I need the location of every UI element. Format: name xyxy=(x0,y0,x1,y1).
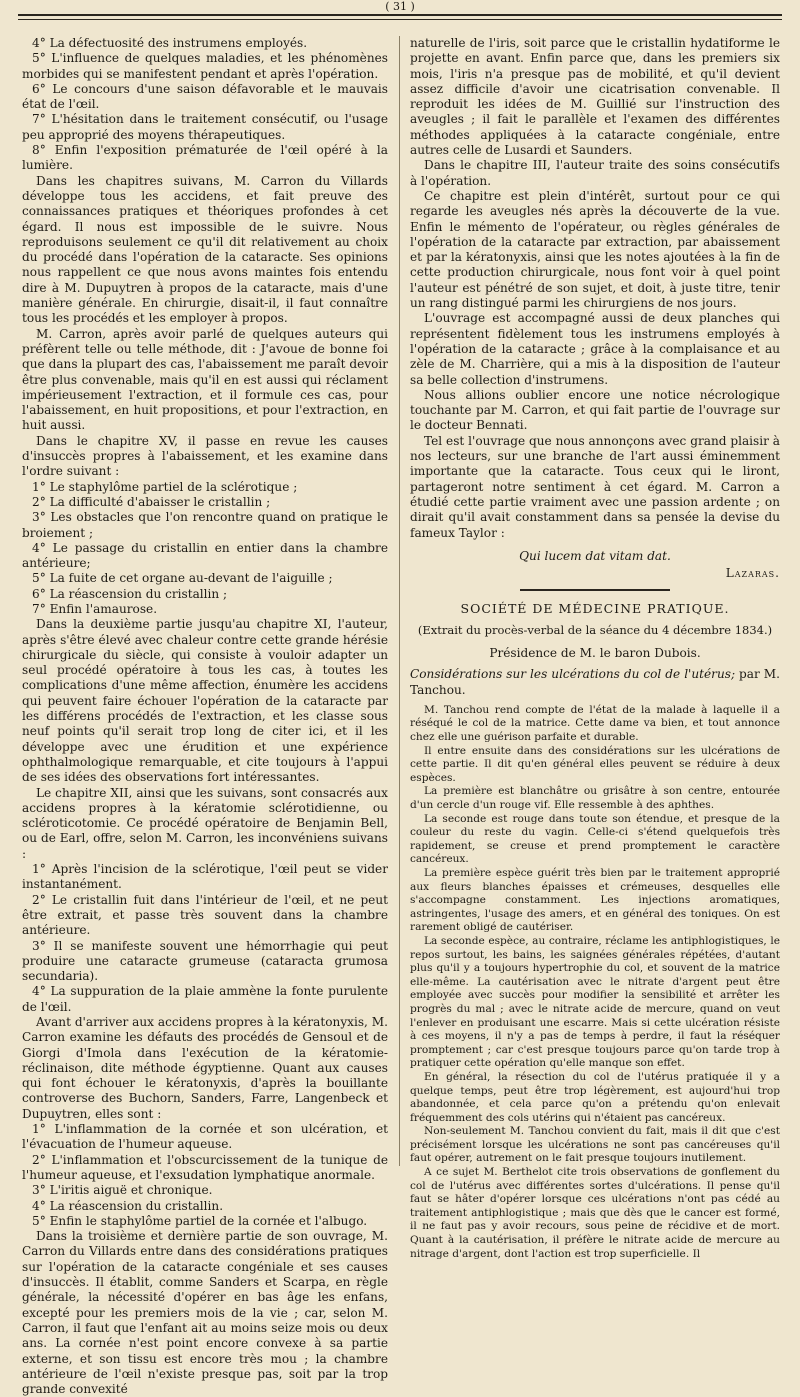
paragraph: 1° Le staphylôme partiel de la sclérotique ; xyxy=(32,479,298,494)
paragraph: 4° La suppuration de la plaie ammène la fonte purulente de l'œil. xyxy=(22,984,388,1014)
society-subheading: (Extrait du procès-verbal de la séance du 4 décembre 1834.) xyxy=(417,622,773,637)
paragraph: 8° Enfin l'exposition prématurée de l'œil opéré à la lumière. xyxy=(22,143,388,173)
paragraph: 5° Enfin le staphylôme partiel de la cornée et l'albugo. xyxy=(32,1213,368,1228)
right-column xyxy=(410,36,780,1261)
minutes-paragraph: La première est blanchâtre ou grisâtre à son centre, entourée d'un cercle d'un rouge vif. Elle ressemble à des aphthes. xyxy=(410,785,780,812)
paragraph: 5° La fuite de cet organe au-devant de l'aiguille ; xyxy=(32,571,333,586)
paragraph: 4° Le passage du cristallin en entier dans la chambre antérieure; xyxy=(22,540,388,571)
paragraph: Dans la troisième et dernière partie de son ouvrage, M. Carron du Villards entre dans des considérations pratiques sur l'opération de la cataracte congéniale et ses causes d'insuccès. Il établit, comme Sanders et Scarpa, en règle générale, la nécessité d'opérer en bas âge les enfans, excepté pour les premiers mois de la vie ; car, selon M. Carron, il faut que l'enfant ait au moins seize mois ou deux ans. La cornée n'est point encore convexe à sa partie externe, et son tissu est encore très mou ; la chambre antérieure de l'œil n'existe presque pas, soit par la trop grande convexité xyxy=(22,1229,388,1397)
paragraph: 2° La difficulté d'abaisser le cristallin ; xyxy=(32,494,271,509)
paragraph: Tel est l'ouvrage que nous annonçons avec grand plaisir à nos lecteurs, sur une branche de l'art aussi éminemment importante que la cataracte. Tous ceux qui le liront, partageront notre sentiment à cet égard. M. Carron a étudié cette partie vraiment avec une passion ardente ; on dirait qu'il avait constamment dans sa pensée la devise du fameux Taylor : xyxy=(410,433,780,540)
paragraph: 1° Après l'incision de la sclérotique, l'œil peut se vider instantanément. xyxy=(22,862,388,892)
paragraph: 7° Enfin l'amaurose. xyxy=(32,601,158,616)
minutes-paragraph: La première espèce guérit très bien par le traitement approprié aux fleurs blanches épaisses et crémeuses, desquelles elle s'accompagne constamment. Les injections aromatiques, astringentes, l'usage des amers, et en général des toniques. On est rarement obligé de cautériser. xyxy=(410,867,780,934)
article-title-author: par M. Tanchou. xyxy=(410,667,780,697)
meeting-minutes xyxy=(410,704,780,1261)
paragraph: 1° L'inflammation de la cornée et son ulcération, et l'évacuation de l'humeur aqueuse. xyxy=(22,1122,388,1152)
presidency-line: Présidence de M. le baron Dubois. xyxy=(489,645,701,660)
society-heading: SOCIÉTÉ DE MÉDECINE PRATIQUE. xyxy=(460,601,730,617)
paragraph: Dans la deuxième partie jusqu'au chapitre XI, l'auteur, après s'être élevé avec chaleur contre cette grande hérésie chirurgicale du siècle, qui consiste à vouloir adapter un seul procédé opératoire à tous les cas, à toutes les complications d'une même affection, énumère les accidens qui peuvent faire échouer l'opération de la cataracte par les différens procédés de l'extraction, et les classe sous neuf points qu'il serait trop long de citer ici, et il les développe avec une érudition et une expérience ophthalmologique remarquable, et cite toujours à l'appui de ses idées des observations fort intéressantes. xyxy=(22,617,388,785)
page-number: ( 31 ) xyxy=(370,0,430,13)
article-title xyxy=(410,667,780,698)
review-continuation xyxy=(410,36,780,541)
paragraph: Dans le chapitre XV, il passe en revue les causes d'insuccès propres à l'abaissement, et les examine dans l'ordre suivant : xyxy=(22,433,388,479)
paragraph: 5° L'influence de quelques maladies, et les phénomènes morbides qui se manifestent pendant et après l'opération. xyxy=(22,51,388,81)
paragraph: 6° Le concours d'une saison défavorable et le mauvais état de l'œil. xyxy=(22,81,388,112)
minutes-paragraph: En général, la résection du col de l'utérus pratiquée il y a quelque temps, peut être trop légèrement, est aujourd'hui trop abandonnée, et cela parce qu'on a prétendu qu'on enlevait fréquemment des cols utérins qui n'étaient pas cancéreux. xyxy=(410,1070,780,1124)
latin-quote: Qui lucem dat vitam dat. xyxy=(519,548,671,563)
section-rule xyxy=(520,589,670,591)
minutes-paragraph: A ce sujet M. Berthelot cite trois observations de gonflement du col de l'utérus avec différentes sortes d'ulcérations. Il pense qu'il faut se hâter d'opérer lorsque ces ulcérations n'ont pas cédé au traitement antiphlogistique ; mais que dès que le cancer est formé, il ne faut pas y avoir recours, sous peine de récidive et de mort. Quant à la cautérisation, il préfère le nitrate acide de mercure au nitrage d'argent, dont l'action est trop superficielle. Il xyxy=(410,1166,780,1260)
paragraph: Le chapitre XII, ainsi que les suivans, sont consacrés aux accidens propres à la kératomie sclérotidienne, ou scléroticotomie. Ce procédé opératoire de Benjamin Bell, ou de Earl, offre, selon M. Carron, les inconvéniens suivans : xyxy=(22,785,388,861)
paragraph: M. Carron, après avoir parlé de quelques auteurs qui préfèrent telle ou telle méthode, dit : J'avoue de bonne foi que dans la plupart des cas, l'abaissement me paraît devoir être plus convenable, mais qu'il en est aussi qui réclament impérieusement l'extraction, et il formule ces cas, pour l'abaissement, en huit propositions, et pour l'extraction, en huit aussi. xyxy=(22,326,388,433)
paragraph: Avant d'arriver aux accidens propres à la kératonyxis, M. Carron examine les défauts des procédés de Gensoul et de Giorgi d'Imola dans l'exécution de la kératomie-réclinaison, dite méthode égyptienne. Quant aux causes qui font échouer le kératonyxis, d'après la bouillante controverse des Buchorn, Sanders, Farre, Langenbeck et Dupuytren, elles sont : xyxy=(22,1015,388,1121)
paragraph: 6° La réascension du cristallin ; xyxy=(32,586,228,601)
paragraph: 7° L'hésitation dans le traitement consécutif, ou l'usage peu approprié des moyens thérapeutiques. xyxy=(22,112,388,142)
column-divider xyxy=(399,36,400,1166)
paragraph: Nous allions oublier encore une notice nécrologique touchante par M. Carron, et qui fait partie de l'ouvrage sur le docteur Bennati. xyxy=(410,387,780,433)
paragraph: Dans le chapitre III, l'auteur traite des soins consécutifs à l'opération. xyxy=(410,158,780,188)
article-title-italic: Considérations sur les ulcérations du col de l'utérus; xyxy=(410,667,736,682)
minutes-paragraph: Non-seulement M. Tanchou convient du fait, mais il dit que c'est précisément lorsque les ulcérations ne sont pas cancéreuses qu'il faut opérer, autrement on le fait presque toujours inutilement. xyxy=(410,1125,780,1165)
minutes-paragraph: La seconde est rouge dans toute son étendue, et presque de la couleur du reste du vagin. Celle-ci s'étend quelquefois très rapidement, se creuse et prend promptement le caractère cancéreux. xyxy=(410,812,780,866)
paragraph: Dans les chapitres suivans, M. Carron du Villards développe tous les accidens, et fait preuve des connaissances pratiques et théoriques profondes à cet égard. Il nous est impossible de le suivre. Nous reproduisons seulement ce qu'il dit relativement au choix du procédé dans l'opération de la cataracte. Ses opinions nous rappellent ce que nous avons maintes fois entendu dire à M. Dupuytren à propos de la cataracte, mais d'une manière générale. En chirurgie, disait-il, il faut connaître tous les procédés et les employer à propos. xyxy=(22,173,388,326)
paragraph: 2° L'inflammation et l'obscurcissement de la tunique de l'humeur aqueuse, et l'exsudation lymphatique anormale. xyxy=(22,1152,388,1182)
paragraph: 2° Le cristallin fuit dans l'intérieur de l'œil, et ne peut être extrait, et passe très souvent dans la chambre antérieure. xyxy=(22,892,388,938)
minutes-paragraph: La seconde espèce, au contraire, réclame les antiphlogistiques, le repos surtout, les bains, les saignées générales répétées, d'autant plus qu'il y a toujours hypertrophie du col, et souvent de la matrice elle-même. La cautérisation avec le nitrate d'argent peut être employée avec succès pour modifier la sensibilité et arrêter les progrès du mal ; avec le nitrate acide de mercure, quand on veut l'enlever en produisant une escarre. Mais si cette ulcération résiste à ces moyens, il n'y a pas de temps à perdre, il faut la réséquer promptement ; car c'est presque toujours parce qu'on tarde trop à pratiquer cette opération qu'elle manque son effet. xyxy=(410,934,780,1070)
author-signature: Lazaras. xyxy=(725,566,780,581)
paragraph: 3° Les obstacles que l'on rencontre quand on pratique le broiement ; xyxy=(22,510,388,540)
left-column xyxy=(22,36,388,1397)
minutes-paragraph: M. Tanchou rend compte de l'état de la malade à laquelle il a réséqué le col de la matrice. Cette dame va bien, et tout annonce chez elle une guérison parfaite et durable. xyxy=(410,703,780,744)
paragraph: 4° La réascension du cristallin. xyxy=(32,1198,224,1213)
paragraph: 4° La défectuosité des instrumens employés. xyxy=(32,36,308,50)
paragraph: L'ouvrage est accompagné aussi de deux planches qui représentent fidèlement tous les instrumens employés à l'opération de la cataracte ; grâce à la complaisance et au zèle de M. Charrière, qui a mis à la disposition de l'auteur sa belle collection d'instrumens. xyxy=(410,311,780,387)
minutes-paragraph: Il entre ensuite dans des considérations sur les ulcérations de cette partie. Il dit qu'en général elles peuvent se réduire à deux espèces. xyxy=(410,744,780,784)
top-rule xyxy=(18,14,782,20)
paragraph: 3° Il se manifeste souvent une hémorrhagie qui peut produire une cataracte grumeuse (cataracta grumosa secundaria). xyxy=(22,938,388,984)
paragraph: 3° L'iritis aiguë et chronique. xyxy=(32,1183,213,1198)
paragraph: naturelle de l'iris, soit parce que le cristallin hydatiforme le projette en avant. Enfin parce que, dans les premiers six mois, l'iris n'a presque pas de mobilité, et qu'il devient assez difficile d'avoir une cicatrisation convenable. Il reproduit les idées de M. Guillié sur l'instruction des aveugles ; il fait le parallèle et l'examen des différentes méthodes appliquées à la cataracte congéniale, entre autres celle de Lusardi et Saunders. xyxy=(410,36,780,158)
paragraph: Ce chapitre est plein d'intérêt, surtout pour ce qui regarde les aveugles nés après la découverte de la vue. Enfin le mémento de l'opérateur, ou règles générales de l'opération de la cataracte par extraction, par abaissement et par la kératonyxis, ainsi que les notes ajoutées à la fin de cette production chirurgicale, nous font voir à quel point l'auteur est pénétré de son sujet, et doit, à juste titre, tenir un rang distingué parmi les chirurgiens de nos jours. xyxy=(410,188,780,311)
